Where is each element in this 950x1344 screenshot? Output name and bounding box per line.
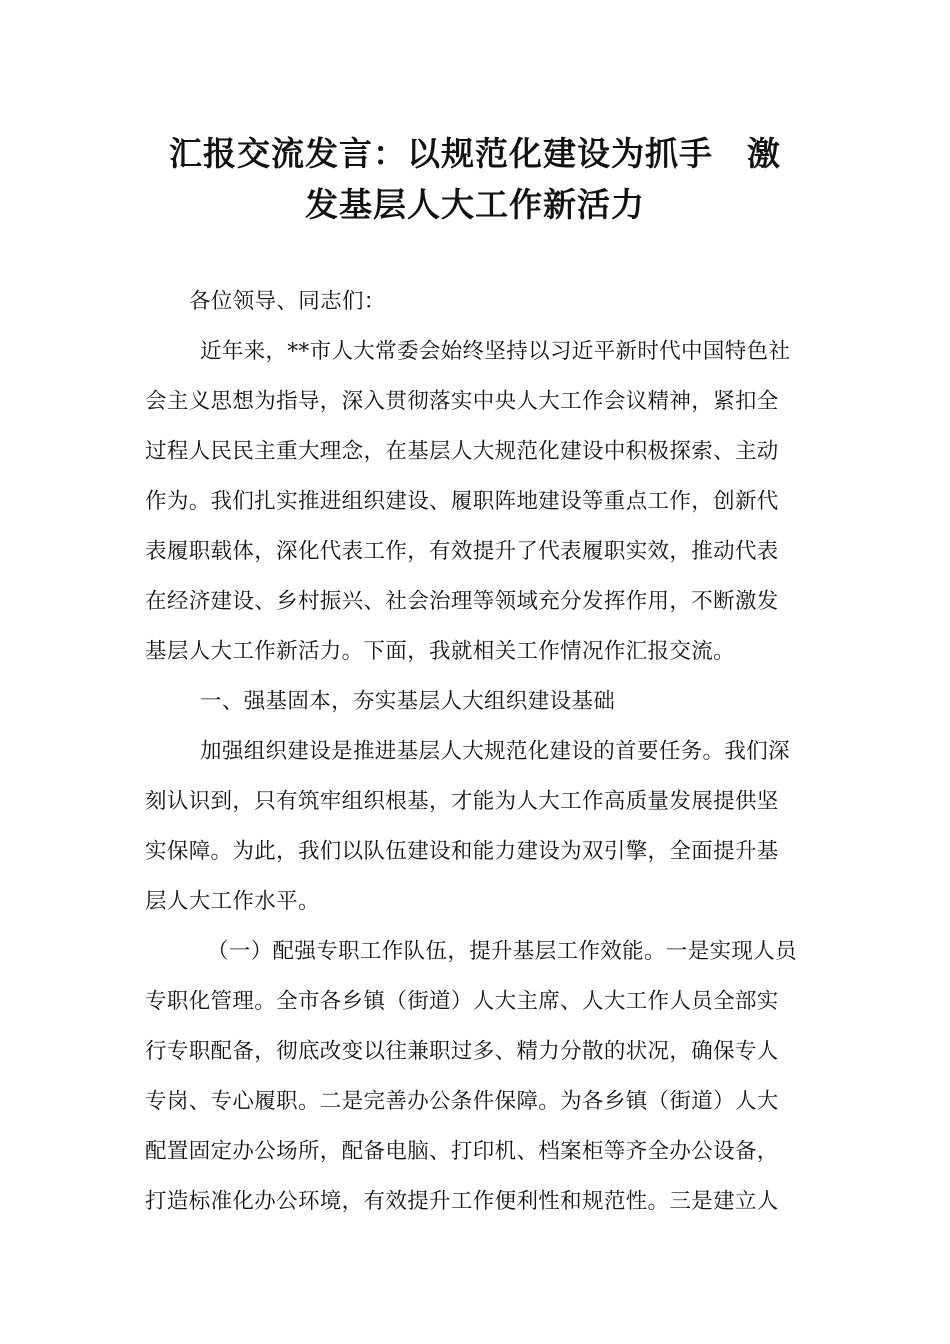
title-line-2: 发基层人大工作新活力 xyxy=(305,185,645,224)
section-paragraph xyxy=(145,734,805,920)
document-body xyxy=(145,284,805,1234)
paragraph-line: 加强组织建设是推进基层人大规范化建设的首要任务。我们深 xyxy=(200,739,790,764)
paragraph-line: 会主义思想为指导，深入贯彻落实中央人大工作会议精神，紧扣全 xyxy=(145,389,779,414)
subsection-paragraph xyxy=(145,934,805,1220)
paragraph-line: 基层人大工作新活力。下面，我就相关工作情况作汇报交流。 xyxy=(145,639,735,664)
paragraph-line: 层人大工作水平。 xyxy=(145,889,320,914)
paragraph-line: 配置固定办公场所，配备电脑、打印机、档案柜等齐全办公设备， xyxy=(145,1139,779,1164)
document-title xyxy=(145,128,805,230)
paragraph-line: 近年来，**市人大常委会始终坚持以习近平新时代中国特色社 xyxy=(200,339,791,364)
paragraph-line: 刻认识到，只有筑牢组织根基，才能为人大工作高质量发展提供坚 xyxy=(145,789,779,814)
salutation-line: 各位领导、同志们： xyxy=(189,289,386,314)
paragraph-line: （一）配强专职工作队伍，提升基层工作效能。一是实现人员 xyxy=(207,939,797,964)
paragraph-line: 表履职载体，深化代表工作，有效提升了代表履职实效，推动代表 xyxy=(145,539,779,564)
paragraph-line: 过程人民民主重大理念，在基层人大规范化建设中积极探索、主动 xyxy=(145,439,779,464)
paragraph-line: 在经济建设、乡村振兴、社会治理等领域充分发挥作用，不断激发 xyxy=(145,589,779,614)
paragraph-line: 打造标准化办公环境，有效提升工作便利性和规范性。三是建立人 xyxy=(145,1189,779,1214)
paragraph-line: 专岗、专心履职。二是完善办公条件保障。为各乡镇（街道）人大 xyxy=(145,1089,779,1114)
section-heading xyxy=(145,684,805,720)
title-line-1: 汇报交流发言：以规范化建设为抓手 激 xyxy=(169,134,781,173)
salutation xyxy=(145,284,805,320)
intro-paragraph xyxy=(145,334,805,670)
paragraph-line: 专职化管理。全市各乡镇（街道）人大主席、人大工作人员全部实 xyxy=(145,989,779,1014)
paragraph-line: 实保障。为此，我们以队伍建设和能力建设为双引擎，全面提升基 xyxy=(145,839,779,864)
section-heading-line: 一、强基固本，夯实基层人大组织建设基础 xyxy=(200,689,616,714)
paragraph-line: 作为。我们扎实推进组织建设、履职阵地建设等重点工作，创新代 xyxy=(145,489,779,514)
paragraph-line: 行专职配备，彻底改变以往兼职过多、精力分散的状况，确保专人 xyxy=(145,1039,779,1064)
